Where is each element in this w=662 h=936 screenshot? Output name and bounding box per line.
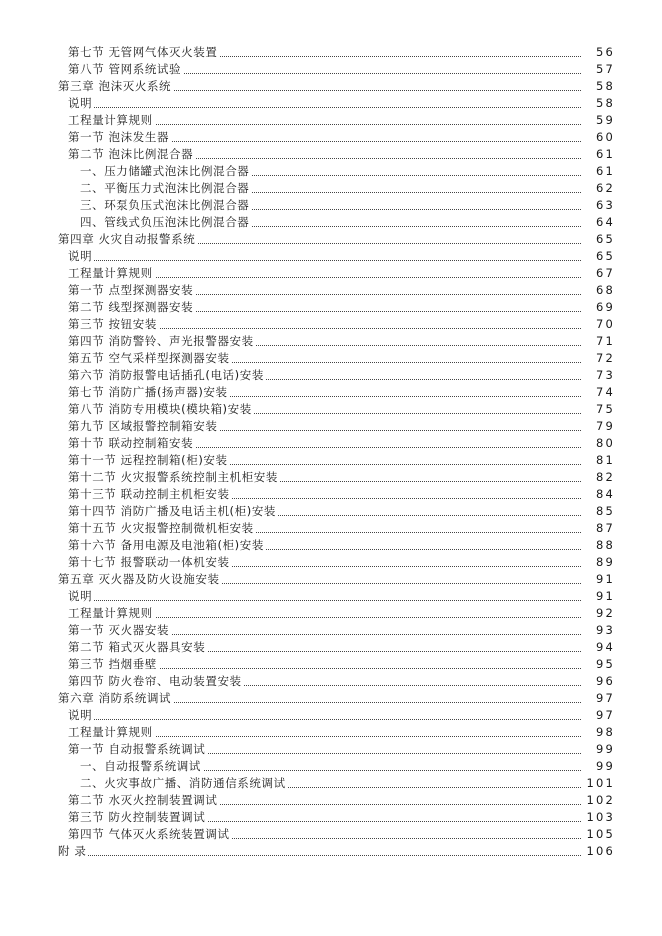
toc-entry-page-number: 64 [593,214,615,231]
toc-entry[interactable] [68,588,615,605]
toc-entry-title: 第十二节 火灾报警系统控制主机柜安装 [68,470,278,484]
toc-entry-page-number: 87 [593,520,615,537]
toc-entry[interactable] [80,163,615,180]
toc-entry[interactable] [68,146,615,163]
toc-entry-title: 第一节 点型探测器安装 [68,283,194,297]
toc-entry[interactable] [68,452,615,469]
toc-entry[interactable] [58,78,615,95]
toc-entry[interactable] [68,248,615,265]
toc-entry-page-number: 80 [593,435,615,452]
toc-entry[interactable] [68,809,615,826]
toc-entry-page-number: 61 [593,146,615,163]
toc-entry-title: 说明 [68,708,93,722]
toc-entry-title: 四、管线式负压泡沫比例混合器 [80,215,250,229]
toc-entry-page-number: 103 [583,809,615,826]
toc-entry-page-number: 79 [593,418,615,435]
toc-entry-title: 说明 [68,589,93,603]
toc-entry-page-number: 65 [593,248,615,265]
toc-entry-title: 第十六节 备用电源及电池箱(柜)安装 [68,538,264,552]
toc-entry-page-number: 102 [583,792,615,809]
toc-entry[interactable] [68,486,615,503]
toc-entry-title: 第四章 火灾自动报警系统 [58,232,196,246]
toc-entry-page-number: 95 [593,656,615,673]
toc-entry-page-number: 81 [593,452,615,469]
toc-entry-page-number: 85 [593,503,615,520]
toc-entry[interactable] [68,316,615,333]
toc-entry-page-number: 73 [593,367,615,384]
toc-entry-title: 第八节 管网系统试验 [68,62,182,76]
toc-entry[interactable] [68,673,615,690]
toc-entry-title: 第十七节 报警联动一体机安装 [68,555,230,569]
toc-entry[interactable] [68,129,615,146]
toc-entry[interactable] [68,384,615,401]
toc-entry[interactable] [68,520,615,537]
toc-entry[interactable] [58,843,615,860]
toc-entry[interactable] [68,112,615,129]
toc-entry-title: 第十节 联动控制箱安装 [68,436,194,450]
toc-entry-page-number: 91 [593,571,615,588]
toc-entry-page-number: 106 [583,843,615,860]
toc-entry[interactable] [68,265,615,282]
toc-entry-page-number: 71 [593,333,615,350]
toc-entry-page-number: 89 [593,554,615,571]
toc-entry-page-number: 92 [593,605,615,622]
toc-entry-title: 第十三节 联动控制主机柜安装 [68,487,230,501]
toc-entry-page-number: 68 [593,282,615,299]
toc-entry-page-number: 91 [593,588,615,605]
toc-entry-title: 第三节 挡烟垂壁 [68,657,157,671]
toc-entry-title: 第二节 泡沫比例混合器 [68,147,194,161]
toc-entry-page-number: 97 [593,690,615,707]
toc-entry[interactable] [68,554,615,571]
toc-entry[interactable] [68,656,615,673]
toc-entry-title: 一、压力储罐式泡沫比例混合器 [80,164,250,178]
toc-entry-page-number: 57 [593,61,615,78]
toc-entry[interactable] [58,690,615,707]
toc-entry-title: 第二节 箱式灭火器具安装 [68,640,206,654]
toc-entry[interactable] [80,197,615,214]
toc-entry-title: 第二节 线型探测器安装 [68,300,194,314]
toc-entry[interactable] [80,180,615,197]
toc-entry[interactable] [68,724,615,741]
toc-entry-page-number: 94 [593,639,615,656]
toc-entry-title: 第五节 空气采样型探测器安装 [68,351,230,365]
toc-entry[interactable] [68,605,615,622]
toc-entry[interactable] [68,418,615,435]
toc-entry-page-number: 84 [593,486,615,503]
toc-entry-page-number: 88 [593,537,615,554]
toc-entry[interactable] [68,435,615,452]
toc-entry[interactable] [58,231,615,248]
toc-entry-title: 附 录 [58,844,87,858]
toc-entry-title: 第八节 消防专用模块(模块箱)安装 [68,402,252,416]
toc-entry-page-number: 65 [593,231,615,248]
toc-entry-title: 一、自动报警系统调试 [80,759,201,773]
toc-entry-title: 第一节 自动报警系统调试 [68,742,206,756]
toc-entry-title: 第三章 泡沫灭火系统 [58,79,172,93]
toc-entry[interactable] [68,622,615,639]
toc-entry-title: 第五章 灭火器及防火设施安装 [58,572,220,586]
toc-entry-page-number: 70 [593,316,615,333]
toc-entry[interactable] [68,44,615,61]
toc-entry[interactable] [68,503,615,520]
toc-entry[interactable] [58,571,615,588]
toc-entry[interactable] [68,401,615,418]
toc-entry[interactable] [68,707,615,724]
toc-entry-page-number: 58 [593,78,615,95]
toc-entry-title: 第一节 泡沫发生器 [68,130,170,144]
toc-entry-page-number: 62 [593,180,615,197]
toc-entry-title: 说明 [68,96,93,110]
toc-entry-page-number: 99 [593,741,615,758]
table-of-contents [0,44,662,860]
toc-entry-title: 第七节 无管网气体灭火装置 [68,45,218,59]
toc-entry-title: 第十四节 消防广播及电话主机(柜)安装 [68,504,277,518]
toc-entry-title: 第九节 区域报警控制箱安装 [68,419,218,433]
toc-entry-page-number: 99 [593,758,615,775]
toc-entry-page-number: 69 [593,299,615,316]
toc-entry-page-number: 63 [593,197,615,214]
toc-entry-page-number: 97 [593,707,615,724]
toc-entry-page-number: 61 [593,163,615,180]
toc-entry[interactable] [68,333,615,350]
toc-entry-title: 工程量计算规则 [68,113,153,127]
toc-entry-page-number: 75 [593,401,615,418]
toc-entry-page-number: 72 [593,350,615,367]
toc-entry-title: 第十五节 火灾报警控制微机柜安装 [68,521,254,535]
toc-entry-title: 第二节 水灭火控制装置调试 [68,793,218,807]
toc-entry[interactable] [68,469,615,486]
toc-entry-title: 三、环泵负压式泡沫比例混合器 [80,198,250,212]
toc-entry[interactable] [68,826,615,843]
toc-entry[interactable] [68,299,615,316]
toc-entry-page-number: 59 [593,112,615,129]
toc-entry-title: 第六节 消防报警电话插孔(电话)安装 [68,368,264,382]
toc-entry-page-number: 58 [593,95,615,112]
toc-entry-page-number: 74 [593,384,615,401]
toc-entry-title: 第四节 防火卷帘、电动装置安装 [68,674,242,688]
toc-entry-page-number: 93 [593,622,615,639]
toc-entry[interactable] [80,214,615,231]
toc-entry-title: 第七节 消防广播(扬声器)安装 [68,385,228,399]
toc-entry-title: 第四节 消防警铃、声光报警器安装 [68,334,254,348]
toc-entry[interactable] [68,367,615,384]
toc-entry-title: 二、火灾事故广播、消防通信系统调试 [80,776,286,790]
toc-entry[interactable] [68,537,615,554]
toc-entry-page-number: 82 [593,469,615,486]
toc-entry-title: 工程量计算规则 [68,266,153,280]
toc-entry[interactable] [68,350,615,367]
toc-entry-title: 第六章 消防系统调试 [58,691,172,705]
toc-entry-title: 工程量计算规则 [68,725,153,739]
toc-entry[interactable] [68,61,615,78]
toc-entry[interactable] [68,95,615,112]
toc-entry-title: 说明 [68,249,93,263]
toc-entry-title: 二、平衡压力式泡沫比例混合器 [80,181,250,195]
toc-entry-title: 第十一节 远程控制箱(柜)安装 [68,453,228,467]
toc-entry[interactable] [80,775,615,792]
toc-entry-page-number: 67 [593,265,615,282]
toc-entry-page-number: 56 [593,44,615,61]
toc-entry-page-number: 98 [593,724,615,741]
toc-entry-title: 第三节 防火控制装置调试 [68,810,206,824]
toc-entry-page-number: 60 [593,129,615,146]
toc-entry-title: 第三节 按钮安装 [68,317,157,331]
toc-entry[interactable] [68,639,615,656]
toc-entry[interactable] [68,792,615,809]
toc-entry-title: 第四节 气体灭火系统装置调试 [68,827,230,841]
toc-entry-page-number: 101 [583,775,615,792]
toc-entry-title: 第一节 灭火器安装 [68,623,170,637]
toc-entry-page-number: 96 [593,673,615,690]
toc-entry[interactable] [80,758,615,775]
toc-entry-page-number: 105 [583,826,615,843]
toc-entry[interactable] [68,741,615,758]
toc-entry-title: 工程量计算规则 [68,606,153,620]
toc-entry[interactable] [68,282,615,299]
